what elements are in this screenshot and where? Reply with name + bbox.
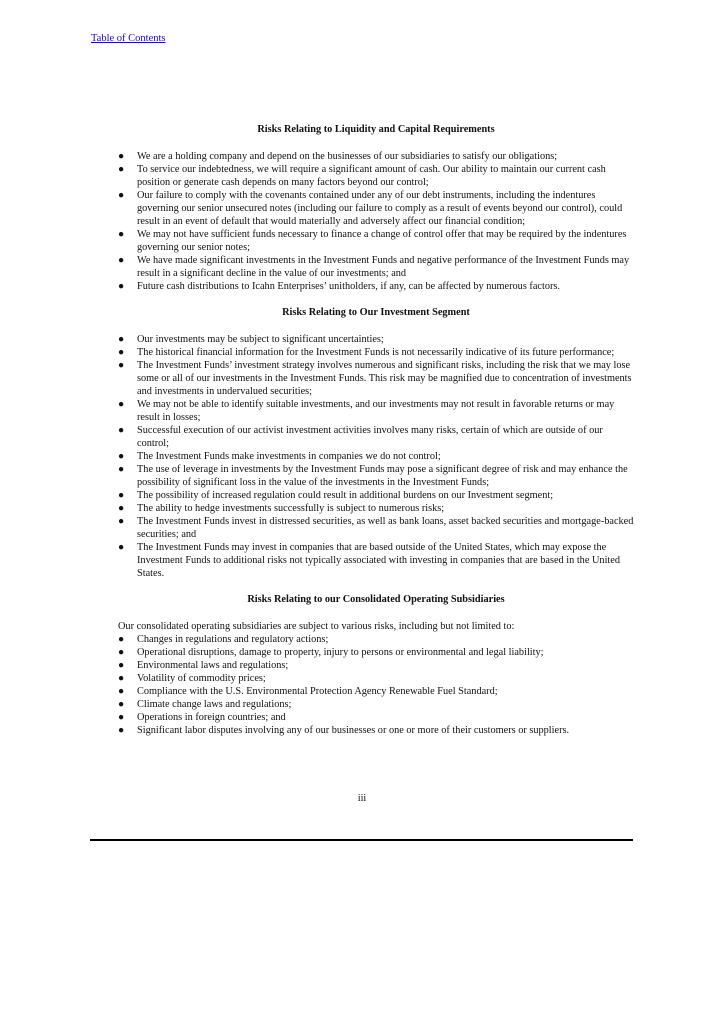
bullet-icon: ● xyxy=(118,699,125,710)
list-item xyxy=(118,228,634,254)
bullet-icon: ● xyxy=(118,516,125,527)
bullet-icon: ● xyxy=(118,164,125,175)
bullet-icon: ● xyxy=(118,347,125,358)
list-item xyxy=(118,463,634,489)
bullet-icon: ● xyxy=(118,451,125,462)
list-item-text: The ability to hedge investments successfully is subject to numerous risks; xyxy=(137,503,445,514)
list-item-text: Changes in regulations and regulatory actions; xyxy=(137,634,329,645)
document-body xyxy=(118,123,634,750)
bullet-icon: ● xyxy=(118,151,125,162)
bullet-icon: ● xyxy=(118,686,125,697)
bullet-icon: ● xyxy=(118,255,125,266)
list-item xyxy=(118,515,634,541)
list-item-text: The possibility of increased regulation could result in additional burdens on our Investment segment; xyxy=(137,490,554,501)
list-item xyxy=(118,398,634,424)
bullet-icon: ● xyxy=(118,542,125,553)
list-item-text: The Investment Funds invest in distressed securities, as well as bank loans, asset backed securities and mortgage-backed securities; and xyxy=(137,516,634,540)
list-item xyxy=(118,424,634,450)
list-item xyxy=(118,346,634,359)
risk-list xyxy=(118,150,634,293)
list-item-text: Our failure to comply with the covenants contained under any of our debt instruments, including the indentures governing our senior unsecured notes (including our failure to comply as a result of events beyond our control), could result in an event of default that would materially and adversely affect our financial condition; xyxy=(137,190,623,227)
page-divider xyxy=(90,839,633,841)
bullet-icon: ● xyxy=(118,647,125,658)
list-item-text: We may not have sufficient funds necessary to finance a change of control offer that may be required by the indentures governing our senior notes; xyxy=(137,229,627,253)
list-item xyxy=(118,646,634,659)
list-item xyxy=(118,189,634,228)
list-item xyxy=(118,489,634,502)
list-item-text: Environmental laws and regulations; xyxy=(137,660,289,671)
list-item-text: Operations in foreign countries; and xyxy=(137,712,286,723)
bullet-icon: ● xyxy=(118,425,125,436)
bullet-icon: ● xyxy=(118,712,125,723)
list-item-text: The historical financial information for the Investment Funds is not necessarily indicative of its future performance; xyxy=(137,347,615,358)
list-item-text: Climate change laws and regulations; xyxy=(137,699,292,710)
list-item-text: Operational disruptions, damage to property, injury to persons or environmental and legal liability; xyxy=(137,647,544,658)
list-item-text: The Investment Funds’ investment strategy involves numerous and significant risks, including the risk that we may lose some or all of our investments in the Investment Funds. This risk may be magnified due to concentration of investments and investments in undervalued securities; xyxy=(137,360,632,397)
bullet-icon: ● xyxy=(118,229,125,240)
list-item-text: The use of leverage in investments by the Investment Funds may pose a significant degree of risk and may enhance the possibility of significant loss in the value of the investments in the Investment Funds; xyxy=(137,464,628,488)
list-item-text: Our investments may be subject to significant uncertainties; xyxy=(137,334,384,345)
list-item xyxy=(118,659,634,672)
list-item-text: Significant labor disputes involving any of our businesses or one or more of their customers or suppliers. xyxy=(137,725,570,736)
bullet-icon: ● xyxy=(118,660,125,671)
bullet-icon: ● xyxy=(118,490,125,501)
list-item-text: Volatility of commodity prices; xyxy=(137,673,266,684)
section-heading: Risks Relating to Liquidity and Capital Requirements xyxy=(257,124,495,135)
bullet-icon: ● xyxy=(118,634,125,645)
list-item-text: Compliance with the U.S. Environmental Protection Agency Renewable Fuel Standard; xyxy=(137,686,498,697)
bullet-icon: ● xyxy=(118,725,125,736)
bullet-icon: ● xyxy=(118,673,125,684)
section-heading: Risks Relating to our Consolidated Operating Subsidiaries xyxy=(247,594,505,605)
bullet-icon: ● xyxy=(118,281,125,292)
list-item-text: The Investment Funds make investments in companies we do not control; xyxy=(137,451,441,462)
list-item xyxy=(118,633,634,646)
bullet-icon: ● xyxy=(118,503,125,514)
list-item xyxy=(118,150,634,163)
risk-list xyxy=(118,333,634,580)
bullet-icon: ● xyxy=(118,190,125,201)
bullet-icon: ● xyxy=(118,360,125,371)
section-liquidity xyxy=(118,123,634,293)
list-item-text: We have made significant investments in the Investment Funds and negative performance of the Investment Funds may result in a significant decline in the value of our investments; and xyxy=(137,255,630,279)
list-item-text: Successful execution of our activist investment activities involves many risks, certain of which are outside of our control; xyxy=(137,425,603,449)
list-item xyxy=(118,254,634,280)
list-item xyxy=(118,280,634,293)
bullet-icon: ● xyxy=(118,334,125,345)
page-number: iii xyxy=(357,793,367,804)
list-item-text: Future cash distributions to Icahn Enterprises’ unitholders, if any, can be affected by numerous factors. xyxy=(137,281,561,292)
section-intro: Our consolidated operating subsidiaries are subject to various risks, including but not limited to: xyxy=(118,621,515,632)
list-item xyxy=(118,724,634,737)
list-item xyxy=(118,333,634,346)
section-heading: Risks Relating to Our Investment Segment xyxy=(282,307,470,318)
list-item-text: We may not be able to identify suitable investments, and our investments may not result in favorable returns or may result in losses; xyxy=(137,399,615,423)
list-item xyxy=(118,163,634,189)
section-investment xyxy=(118,306,634,580)
risk-list xyxy=(118,633,634,737)
section-operating-subsidiaries xyxy=(118,593,634,737)
list-item xyxy=(118,502,634,515)
list-item xyxy=(118,685,634,698)
list-item-text: We are a holding company and depend on the businesses of our subsidiaries to satisfy our obligations; xyxy=(137,151,558,162)
list-item-text: The Investment Funds may invest in companies that are based outside of the United States, which may expose the Investment Funds to additional risks not typically associated with investing in companies that are based in the United States. xyxy=(137,542,621,579)
list-item xyxy=(118,711,634,724)
list-item xyxy=(118,359,634,398)
list-item-text: To service our indebtedness, we will require a significant amount of cash. Our ability to maintain our current cash position or generate cash depends on many factors beyond our control; xyxy=(137,164,606,188)
bullet-icon: ● xyxy=(118,399,125,410)
bullet-icon: ● xyxy=(118,464,125,475)
list-item xyxy=(118,672,634,685)
list-item xyxy=(118,698,634,711)
table-of-contents-link[interactable]: Table of Contents xyxy=(91,33,166,44)
list-item xyxy=(118,541,634,580)
list-item xyxy=(118,450,634,463)
